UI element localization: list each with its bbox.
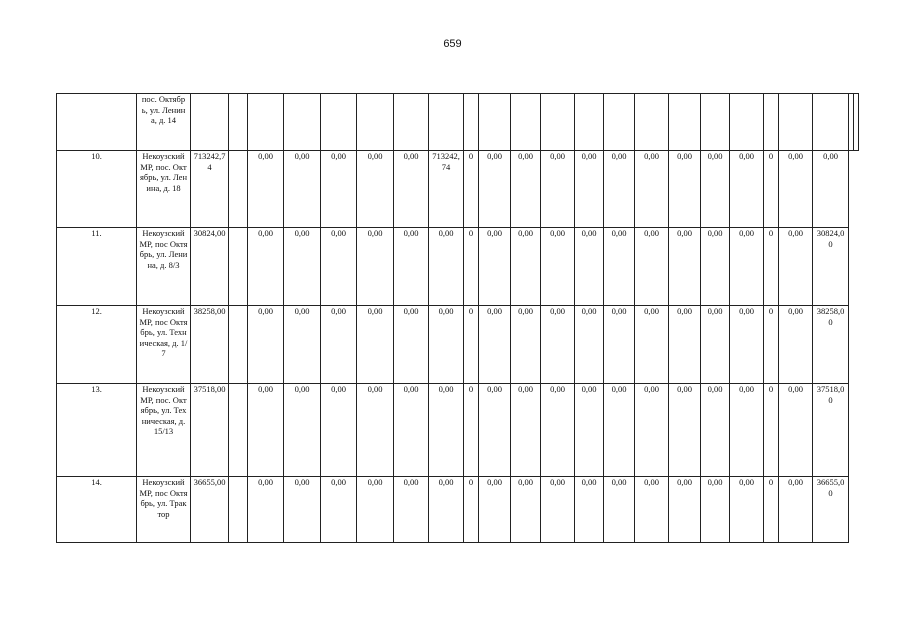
total-cell: 37518,00 [191, 384, 229, 477]
value-cell: 0,00 [779, 306, 813, 384]
row-number-cell: 13. [57, 384, 137, 477]
total-cell: 713242,74 [191, 151, 229, 228]
value-cell: 0,00 [730, 151, 764, 228]
value-cell: 0,00 [779, 228, 813, 306]
value-cell: 0,00 [321, 151, 357, 228]
value-cell [357, 94, 394, 151]
total-cell: 38258,00 [191, 306, 229, 384]
value-cell: 0,00 [429, 477, 464, 543]
value-cell: 0 [464, 384, 479, 477]
table-row [57, 151, 859, 228]
value-cell [635, 94, 669, 151]
value-cell: 0,00 [321, 384, 357, 477]
value-cell: 0 [764, 306, 779, 384]
value-cell: 0,00 [357, 228, 394, 306]
value-cell: 0,00 [635, 151, 669, 228]
value-cell: 30824,00 [813, 228, 849, 306]
value-cell: 0,00 [429, 306, 464, 384]
value-cell: 0,00 [669, 151, 701, 228]
value-cell: 0,00 [669, 306, 701, 384]
value-cell: 0,00 [248, 151, 284, 228]
address-cell: Некоузский МР, пос Октябрь, ул. Ленина, д. 8/3 [137, 228, 191, 306]
value-cell: 0,00 [779, 151, 813, 228]
table-row [57, 228, 859, 306]
value-cell: 0,00 [635, 306, 669, 384]
value-cell: 0,00 [394, 477, 429, 543]
value-cell [394, 94, 429, 151]
value-cell: 0,00 [575, 384, 604, 477]
value-cell [669, 94, 701, 151]
value-cell: 0,00 [248, 228, 284, 306]
value-cell: 0,00 [479, 477, 511, 543]
value-cell [229, 94, 248, 151]
value-cell: 0 [764, 228, 779, 306]
value-cell [854, 94, 859, 151]
value-cell: 0,00 [248, 384, 284, 477]
value-cell [730, 94, 764, 151]
value-cell: 0,00 [321, 306, 357, 384]
value-cell: 0,00 [511, 477, 541, 543]
value-cell: 0 [464, 228, 479, 306]
page-number: 659 [443, 38, 462, 50]
value-cell: 0,00 [511, 306, 541, 384]
value-cell: 0,00 [479, 384, 511, 477]
value-cell: 0,00 [511, 151, 541, 228]
value-cell: 0,00 [394, 306, 429, 384]
value-cell: 0,00 [248, 477, 284, 543]
value-cell: 0,00 [284, 151, 321, 228]
value-cell: 0,00 [575, 151, 604, 228]
total-cell [191, 94, 229, 151]
value-cell: 713242,74 [429, 151, 464, 228]
value-cell: 0,00 [813, 151, 849, 228]
value-cell: 0,00 [479, 151, 511, 228]
value-cell: 0,00 [479, 306, 511, 384]
address-cell: Некоузский МР, пос. Октябрь, ул. Ленина, д. 18 [137, 151, 191, 228]
value-cell: 0,00 [604, 151, 635, 228]
value-cell: 0,00 [429, 384, 464, 477]
value-cell [229, 151, 248, 228]
value-cell: 37518,00 [813, 384, 849, 477]
table-row [57, 94, 859, 151]
value-cell: 0 [464, 306, 479, 384]
value-cell: 36655,00 [813, 477, 849, 543]
value-cell: 0,00 [730, 384, 764, 477]
value-cell [229, 306, 248, 384]
row-number-cell: 12. [57, 306, 137, 384]
value-cell: 0,00 [321, 477, 357, 543]
value-cell: 0,00 [635, 228, 669, 306]
data-table [56, 93, 859, 543]
value-cell: 0,00 [541, 306, 575, 384]
value-cell [248, 94, 284, 151]
value-cell: 0,00 [701, 228, 730, 306]
value-cell [779, 94, 813, 151]
value-cell [541, 94, 575, 151]
value-cell: 0,00 [730, 477, 764, 543]
address-cell: пос. Октябрь, ул. Ленина, д. 14 [137, 94, 191, 151]
value-cell: 0,00 [575, 306, 604, 384]
table-row [57, 384, 859, 477]
value-cell: 0 [764, 477, 779, 543]
value-cell [229, 384, 248, 477]
value-cell: 0 [464, 477, 479, 543]
value-cell: 0,00 [604, 228, 635, 306]
value-cell: 0,00 [248, 306, 284, 384]
value-cell: 0,00 [635, 477, 669, 543]
value-cell: 0 [464, 151, 479, 228]
address-cell: Некоузский МР, пос Октябрь, ул. Техническая, д. 1/7 [137, 306, 191, 384]
value-cell: 0,00 [730, 306, 764, 384]
value-cell [321, 94, 357, 151]
value-cell: 0,00 [730, 228, 764, 306]
value-cell: 0,00 [284, 306, 321, 384]
value-cell [604, 94, 635, 151]
value-cell [813, 94, 849, 151]
row-number-cell: 10. [57, 151, 137, 228]
value-cell: 0,00 [701, 151, 730, 228]
value-cell: 0 [764, 151, 779, 228]
value-cell: 38258,00 [813, 306, 849, 384]
value-cell: 0,00 [541, 477, 575, 543]
value-cell: 0,00 [604, 384, 635, 477]
address-cell: Некоузский МР, пос. Октябрь, ул. Техническая, д. 15/13 [137, 384, 191, 477]
value-cell [229, 228, 248, 306]
value-cell: 0,00 [284, 384, 321, 477]
value-cell: 0,00 [357, 151, 394, 228]
value-cell: 0,00 [701, 306, 730, 384]
address-cell: Некоузский МР, пос Октябрь, ул. Трактор [137, 477, 191, 543]
value-cell: 0,00 [479, 228, 511, 306]
value-cell: 0,00 [429, 228, 464, 306]
row-number-cell: 14. [57, 477, 137, 543]
value-cell: 0,00 [511, 228, 541, 306]
row-number-cell [57, 94, 137, 151]
value-cell: 0,00 [511, 384, 541, 477]
value-cell [464, 94, 479, 151]
value-cell: 0,00 [357, 477, 394, 543]
value-cell: 0,00 [357, 384, 394, 477]
value-cell [701, 94, 730, 151]
value-cell: 0,00 [604, 477, 635, 543]
value-cell [229, 477, 248, 543]
value-cell [575, 94, 604, 151]
value-cell: 0,00 [575, 228, 604, 306]
table-row [57, 477, 859, 543]
total-cell: 36655,00 [191, 477, 229, 543]
value-cell: 0,00 [321, 228, 357, 306]
value-cell [764, 94, 779, 151]
value-cell: 0,00 [394, 228, 429, 306]
value-cell [511, 94, 541, 151]
value-cell: 0,00 [669, 228, 701, 306]
value-cell: 0,00 [541, 228, 575, 306]
value-cell [479, 94, 511, 151]
value-cell: 0,00 [357, 306, 394, 384]
value-cell: 0,00 [575, 477, 604, 543]
value-cell: 0,00 [701, 477, 730, 543]
value-cell: 0,00 [394, 151, 429, 228]
value-cell: 0,00 [284, 477, 321, 543]
value-cell [429, 94, 464, 151]
value-cell: 0,00 [779, 384, 813, 477]
value-cell: 0,00 [394, 384, 429, 477]
value-cell: 0,00 [701, 384, 730, 477]
row-number-cell: 11. [57, 228, 137, 306]
value-cell: 0,00 [604, 306, 635, 384]
value-cell: 0 [764, 384, 779, 477]
value-cell [284, 94, 321, 151]
value-cell: 0,00 [635, 384, 669, 477]
value-cell: 0,00 [779, 477, 813, 543]
value-cell: 0,00 [541, 151, 575, 228]
value-cell: 0,00 [284, 228, 321, 306]
table-row [57, 306, 859, 384]
total-cell: 30824,00 [191, 228, 229, 306]
value-cell: 0,00 [541, 384, 575, 477]
value-cell: 0,00 [669, 477, 701, 543]
value-cell: 0,00 [669, 384, 701, 477]
